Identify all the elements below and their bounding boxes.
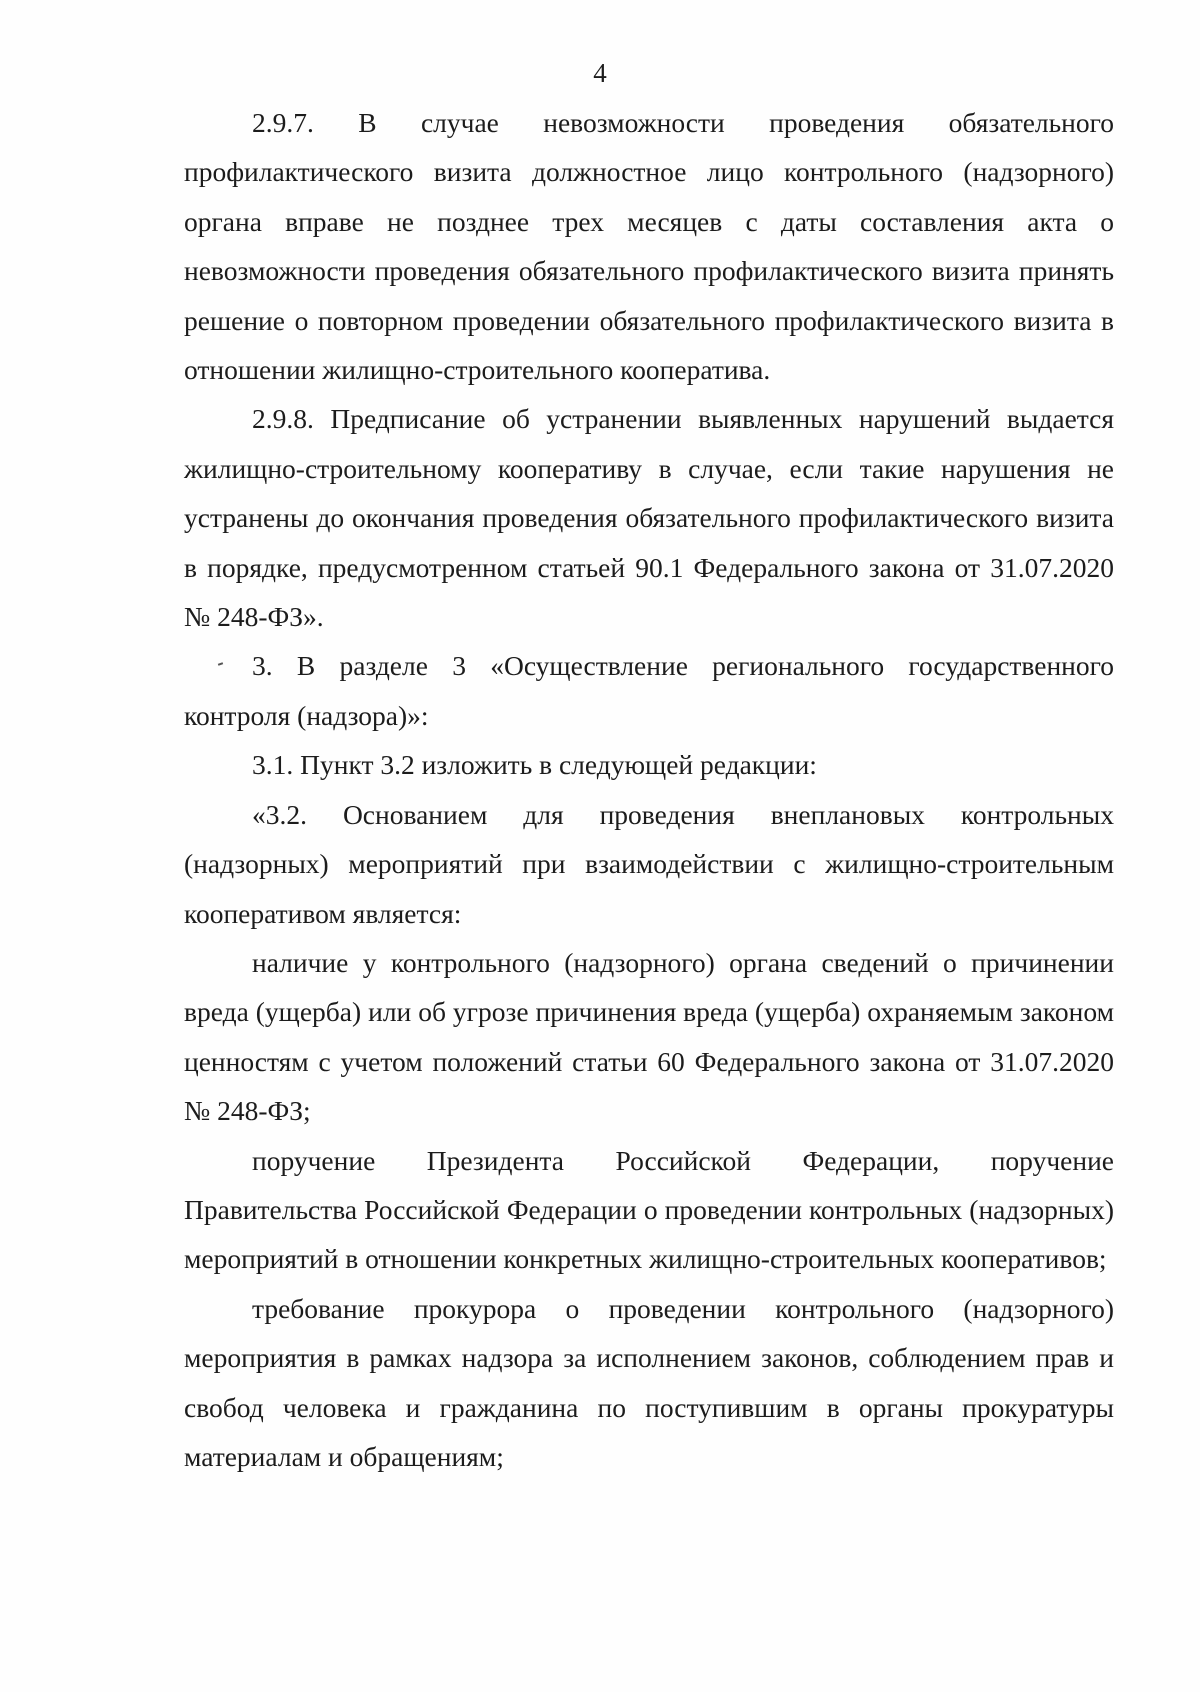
paragraph-ground-prosecutor: требование прокурора о проведении контрольного (надзорного) мероприятия в рамках надзора за исполнением законов, соблюдением прав и свобод человека и гражданина по поступившим в органы прокуратуры материалам и обращениям; — [184, 1292, 1114, 1472]
paragraph-ground-harm: наличие у контрольного (надзорного) органа сведений о причинении вреда (ущерба) или об угрозе причинения вреда (ущерба) охраняемым законом ценностям с учетом положений статьи 60 Федерального закона от 31.07.2020 № 248-ФЗ; — [184, 946, 1114, 1127]
paragraph-2-9-7: 2.9.7. В случае невозможности проведения обязательного профилактического визита должностное лицо контрольного (надзорного) органа вправе не позднее трех месяцев с даты составления акта о невозможности проведения обязательного профилактического визита принять решение о повторном проведении обязательного профилактического визита в отношении жилищно-строительного кооператива. — [184, 107, 1114, 386]
document-body — [184, 98, 1114, 1481]
page-number: 4 — [593, 58, 607, 88]
paragraph-section-3: 3. В разделе 3 «Осуществление регионального государственного контроля (надзора)»: — [184, 650, 1114, 731]
paragraph-2-9-8: 2.9.8. Предписание об устранении выявленных нарушений выдается жилищно-строительному кооперативу в случае, если такие нарушения не устранены до окончания проведения обязательного профилактического визита в порядке, предусмотренном статьей 90.1 Федерального закона от 31.07.2020 № 248-ФЗ». — [184, 403, 1114, 633]
paragraph-3-2: «3.2. Основанием для проведения внеплановых контрольных (надзорных) мероприятий при взаимодействии с жилищно-строительным кооперативом является: — [184, 798, 1114, 929]
paragraph-ground-order: поручение Президента Российской Федерации, поручение Правительства Российской Федерации о проведении контрольных (надзорных) мероприятий в отношении конкретных жилищно-строительных кооперативов; — [184, 1144, 1114, 1275]
paragraph-3-1: 3.1. Пункт 3.2 изложить в следующей редакции: — [252, 749, 817, 781]
